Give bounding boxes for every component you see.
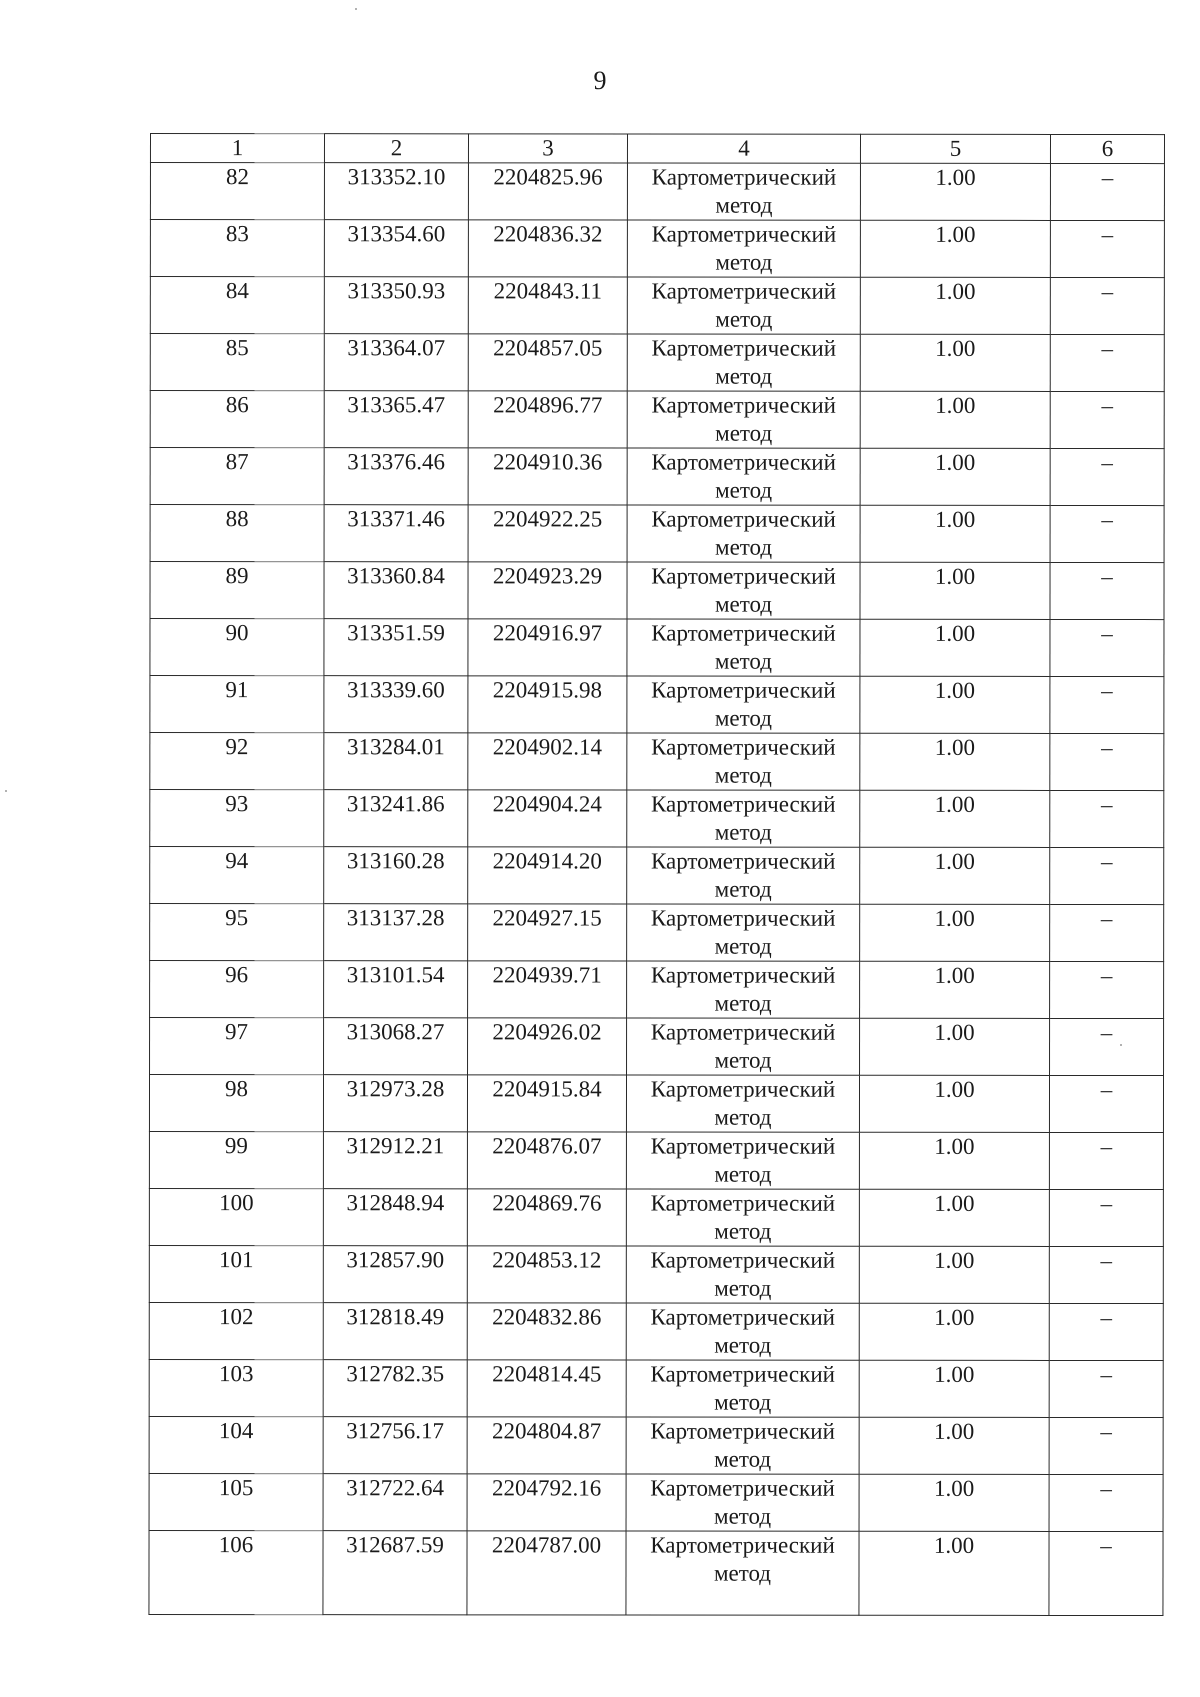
- method-text-line1: Картометрический: [650, 905, 836, 931]
- note-cell: –: [1050, 220, 1164, 277]
- note-cell: –: [1050, 961, 1164, 1018]
- note-cell: –: [1049, 1474, 1163, 1531]
- table-row: [150, 961, 1164, 1019]
- method-cell: [627, 790, 860, 847]
- x-coordinate-cell: 313354.60: [324, 220, 468, 277]
- method-text-line1: Картометрический: [650, 1304, 836, 1330]
- x-coordinate-cell: 313350.93: [324, 277, 468, 334]
- method-cell: [627, 733, 860, 790]
- point-number-cell: 92: [150, 733, 324, 790]
- table-row: [149, 1416, 1163, 1474]
- x-coordinate-cell: 313371.46: [324, 505, 468, 562]
- point-number-cell: 100: [149, 1189, 323, 1246]
- point-number-cell: 98: [149, 1075, 323, 1132]
- method-cell: [627, 562, 860, 619]
- method-text-line1: Картометрический: [650, 1076, 836, 1102]
- point-number-cell: 97: [150, 1018, 324, 1075]
- method-cell: [626, 1531, 859, 1615]
- table-row: [150, 676, 1164, 734]
- method-cell: [626, 1189, 859, 1246]
- note-cell: –: [1049, 1132, 1163, 1189]
- x-coordinate-cell: 313352.10: [324, 163, 468, 220]
- accuracy-cell: 1.00: [860, 562, 1050, 619]
- accuracy-cell: 1.00: [859, 1303, 1049, 1360]
- table-row: [150, 619, 1164, 677]
- y-coordinate-cell: 2204902.14: [468, 733, 627, 790]
- method-text-line1: Картометрический: [650, 962, 836, 988]
- x-coordinate-cell: 313137.28: [324, 904, 468, 961]
- accuracy-cell: 1.00: [859, 1417, 1049, 1474]
- accuracy-cell: 1.00: [860, 847, 1050, 904]
- accuracy-cell: 1.00: [860, 961, 1050, 1018]
- column-header: 6: [1050, 134, 1164, 163]
- point-number-cell: 85: [150, 334, 324, 391]
- method-text-line2: метод: [713, 1560, 772, 1586]
- y-coordinate-cell: 2204904.24: [468, 790, 627, 847]
- method-text-line2: метод: [714, 591, 773, 617]
- method-cell: [627, 961, 860, 1018]
- x-coordinate-cell: 312973.28: [323, 1075, 467, 1132]
- accuracy-cell: 1.00: [860, 334, 1050, 391]
- point-number-cell: 88: [150, 505, 324, 562]
- method-text-line1: Картометрический: [651, 791, 836, 817]
- method-text-line2: метод: [714, 819, 772, 845]
- method-text-line2: метод: [715, 306, 773, 332]
- method-cell: [626, 1132, 859, 1189]
- note-cell: –: [1050, 1018, 1164, 1075]
- method-text-line1: Картометрический: [650, 1418, 835, 1444]
- method-text-line2: метод: [714, 762, 772, 788]
- method-text-line2: метод: [714, 1047, 772, 1073]
- x-coordinate-cell: 312687.59: [323, 1531, 467, 1615]
- method-cell: [627, 847, 860, 904]
- method-cell: [627, 619, 860, 676]
- table-row: [149, 1473, 1163, 1531]
- table-row: [150, 505, 1164, 563]
- note-cell: –: [1050, 733, 1164, 790]
- method-cell: [626, 1075, 859, 1132]
- method-text-line1: Картометрический: [650, 1133, 836, 1159]
- accuracy-cell: 1.00: [859, 1531, 1049, 1615]
- x-coordinate-cell: 313068.27: [324, 1018, 468, 1075]
- accuracy-cell: 1.00: [860, 790, 1050, 847]
- method-text-line1: Картометрический: [650, 848, 836, 874]
- note-cell: –: [1050, 790, 1164, 847]
- accuracy-cell: 1.00: [859, 1474, 1049, 1531]
- y-coordinate-cell: 2204927.15: [468, 904, 627, 961]
- table-row: [150, 334, 1164, 392]
- x-coordinate-cell: 313284.01: [324, 733, 468, 790]
- point-number-cell: 87: [150, 448, 324, 505]
- method-text-line1: Картометрический: [651, 164, 837, 190]
- note-cell: –: [1050, 391, 1164, 448]
- accuracy-cell: 1.00: [860, 277, 1050, 334]
- method-text-line2: метод: [714, 933, 772, 959]
- method-text-line2: метод: [715, 192, 773, 218]
- column-header: 5: [860, 134, 1050, 163]
- table-row: [150, 277, 1164, 335]
- method-text-line1: Картометрический: [650, 1532, 835, 1558]
- method-text-line2: метод: [714, 1104, 772, 1130]
- method-text-line1: Картометрический: [651, 392, 836, 418]
- point-number-cell: 95: [150, 904, 324, 961]
- y-coordinate-cell: 2204915.98: [468, 676, 627, 733]
- point-number-cell: 83: [150, 220, 324, 277]
- method-cell: [627, 505, 860, 562]
- scan-speck: [355, 8, 357, 10]
- table-row: [149, 1530, 1163, 1615]
- table-row: [150, 1018, 1164, 1076]
- x-coordinate-cell: 313360.84: [324, 562, 468, 619]
- y-coordinate-cell: 2204869.76: [467, 1189, 626, 1246]
- column-header: 4: [627, 134, 860, 163]
- note-cell: –: [1049, 1246, 1163, 1303]
- accuracy-cell: 1.00: [859, 1189, 1049, 1246]
- method-text-line2: метод: [714, 876, 772, 902]
- method-text-line1: Картометрический: [651, 620, 836, 646]
- method-cell: [627, 391, 860, 448]
- accuracy-cell: 1.00: [860, 220, 1050, 277]
- method-cell: [626, 1246, 859, 1303]
- scan-speck: [5, 790, 7, 792]
- x-coordinate-cell: 312782.35: [323, 1360, 467, 1417]
- y-coordinate-cell: 2204836.32: [468, 220, 627, 277]
- column-header: 2: [324, 134, 468, 163]
- x-coordinate-cell: 313160.28: [324, 847, 468, 904]
- method-text-line1: Картометрический: [651, 677, 836, 703]
- table-row: [150, 220, 1164, 278]
- x-coordinate-cell: 312818.49: [323, 1303, 467, 1360]
- x-coordinate-cell: 312756.17: [323, 1417, 467, 1474]
- note-cell: –: [1050, 619, 1164, 676]
- method-cell: [627, 277, 860, 334]
- method-text-line1: Картометрический: [651, 449, 836, 475]
- table-row: [150, 163, 1164, 221]
- table-row: [150, 847, 1164, 905]
- y-coordinate-cell: 2204896.77: [468, 391, 627, 448]
- x-coordinate-cell: 313101.54: [324, 961, 468, 1018]
- point-number-cell: 103: [149, 1359, 323, 1416]
- table-row: [149, 1189, 1163, 1247]
- accuracy-cell: 1.00: [860, 619, 1050, 676]
- point-number-cell: 106: [149, 1530, 323, 1614]
- y-coordinate-cell: 2204876.07: [467, 1132, 626, 1189]
- method-text-line1: Картометрический: [651, 563, 836, 589]
- method-cell: [627, 220, 860, 277]
- accuracy-cell: 1.00: [860, 505, 1050, 562]
- note-cell: –: [1050, 163, 1164, 220]
- method-text-line2: метод: [714, 1161, 772, 1187]
- y-coordinate-cell: 2204923.29: [468, 562, 627, 619]
- method-cell: [626, 1303, 859, 1360]
- note-cell: –: [1049, 1075, 1163, 1132]
- x-coordinate-cell: 313365.47: [324, 391, 468, 448]
- table-row: [150, 904, 1164, 962]
- y-coordinate-cell: 2204910.36: [468, 448, 627, 505]
- method-text-line1: Картометрический: [651, 221, 837, 247]
- y-coordinate-cell: 2204814.45: [467, 1360, 626, 1417]
- y-coordinate-cell: 2204787.00: [467, 1531, 626, 1615]
- note-cell: –: [1050, 562, 1164, 619]
- accuracy-cell: 1.00: [860, 733, 1050, 790]
- note-cell: –: [1049, 1531, 1163, 1615]
- y-coordinate-cell: 2204857.05: [468, 334, 627, 391]
- x-coordinate-cell: 313351.59: [324, 619, 468, 676]
- point-number-cell: 91: [150, 676, 324, 733]
- note-cell: –: [1050, 277, 1164, 334]
- note-cell: –: [1049, 1189, 1163, 1246]
- point-number-cell: 94: [150, 847, 324, 904]
- note-cell: –: [1050, 505, 1164, 562]
- method-text-line2: метод: [715, 534, 773, 560]
- method-text-line1: Картометрический: [651, 734, 836, 760]
- table-row: [150, 790, 1164, 848]
- table-row: [149, 1302, 1163, 1360]
- method-text-line2: метод: [714, 1503, 772, 1529]
- table-row: [150, 391, 1164, 449]
- page-number: 9: [593, 66, 607, 95]
- accuracy-cell: 1.00: [860, 163, 1050, 220]
- table-row: [149, 1245, 1163, 1303]
- method-text-line1: Картометрический: [650, 1361, 835, 1387]
- method-text-line2: метод: [715, 363, 773, 389]
- y-coordinate-cell: 2204804.87: [467, 1417, 626, 1474]
- accuracy-cell: 1.00: [860, 1018, 1050, 1075]
- method-text-line1: Картометрический: [650, 1475, 835, 1501]
- method-text-line2: метод: [714, 1275, 772, 1301]
- method-text-line2: метод: [714, 1446, 772, 1472]
- y-coordinate-cell: 2204853.12: [467, 1246, 626, 1303]
- accuracy-cell: 1.00: [859, 1246, 1049, 1303]
- method-cell: [626, 1360, 859, 1417]
- method-text-line1: Картометрический: [651, 335, 837, 361]
- point-number-cell: 104: [149, 1416, 323, 1473]
- y-coordinate-cell: 2204926.02: [468, 1018, 627, 1075]
- y-coordinate-cell: 2204922.25: [468, 505, 627, 562]
- point-number-cell: 82: [150, 163, 324, 220]
- point-number-cell: 84: [150, 277, 324, 334]
- method-text-line2: метод: [714, 1332, 772, 1358]
- x-coordinate-cell: 313376.46: [324, 448, 468, 505]
- note-cell: –: [1050, 334, 1164, 391]
- note-cell: –: [1049, 1360, 1163, 1417]
- column-header: 1: [150, 134, 324, 163]
- method-text-line2: метод: [714, 1389, 772, 1415]
- method-cell: [627, 904, 860, 961]
- method-text-line2: метод: [715, 477, 773, 503]
- method-text-line2: метод: [715, 420, 773, 446]
- note-cell: –: [1050, 448, 1164, 505]
- x-coordinate-cell: 312912.21: [323, 1132, 467, 1189]
- method-text-line1: Картометрический: [650, 1019, 836, 1045]
- point-number-cell: 96: [150, 961, 324, 1018]
- x-coordinate-cell: 312848.94: [323, 1189, 467, 1246]
- method-text-line1: Картометрический: [651, 506, 836, 532]
- method-text-line2: метод: [715, 249, 773, 275]
- accuracy-cell: 1.00: [859, 1360, 1049, 1417]
- method-cell: [626, 1417, 859, 1474]
- point-number-cell: 99: [149, 1132, 323, 1189]
- y-coordinate-cell: 2204832.86: [467, 1303, 626, 1360]
- method-text-line1: Картометрический: [650, 1190, 836, 1216]
- point-number-cell: 93: [150, 790, 324, 847]
- point-number-cell: 89: [150, 562, 324, 619]
- x-coordinate-cell: 313339.60: [324, 676, 468, 733]
- accuracy-cell: 1.00: [860, 391, 1050, 448]
- table-body: [149, 163, 1165, 1616]
- method-cell: [627, 163, 860, 220]
- table-row: [149, 1132, 1163, 1190]
- note-cell: –: [1050, 676, 1164, 733]
- accuracy-cell: 1.00: [860, 904, 1050, 961]
- accuracy-cell: 1.00: [859, 1075, 1049, 1132]
- note-cell: –: [1049, 1417, 1163, 1474]
- table-row: [149, 1359, 1163, 1417]
- point-number-cell: 86: [150, 391, 324, 448]
- table-row: [150, 733, 1164, 791]
- method-cell: [627, 334, 860, 391]
- method-cell: [626, 1474, 859, 1531]
- y-coordinate-cell: 2204939.71: [468, 961, 627, 1018]
- table-row: [150, 448, 1164, 506]
- note-cell: –: [1049, 1303, 1163, 1360]
- method-text-line2: метод: [714, 990, 772, 1016]
- method-cell: [627, 676, 860, 733]
- point-number-cell: 102: [149, 1302, 323, 1359]
- point-number-cell: 105: [149, 1473, 323, 1530]
- accuracy-cell: 1.00: [860, 448, 1050, 505]
- y-coordinate-cell: 2204916.97: [468, 619, 627, 676]
- point-number-cell: 101: [149, 1245, 323, 1302]
- header-row: [150, 134, 1164, 164]
- y-coordinate-cell: 2204792.16: [467, 1474, 626, 1531]
- note-cell: –: [1050, 904, 1164, 961]
- y-coordinate-cell: 2204825.96: [468, 163, 627, 220]
- accuracy-cell: 1.00: [859, 1132, 1049, 1189]
- note-cell: –: [1050, 847, 1164, 904]
- y-coordinate-cell: 2204843.11: [468, 277, 627, 334]
- point-number-cell: 90: [150, 619, 324, 676]
- y-coordinate-cell: 2204915.84: [467, 1075, 626, 1132]
- x-coordinate-cell: 313241.86: [324, 790, 468, 847]
- x-coordinate-cell: 312722.64: [323, 1474, 467, 1531]
- method-cell: [627, 1018, 860, 1075]
- method-text-line1: Картометрический: [651, 278, 837, 304]
- method-cell: [627, 448, 860, 505]
- coordinates-table: [148, 133, 1165, 1616]
- y-coordinate-cell: 2204914.20: [468, 847, 627, 904]
- method-text-line2: метод: [714, 648, 772, 674]
- x-coordinate-cell: 312857.90: [323, 1246, 467, 1303]
- method-text-line2: метод: [714, 1218, 772, 1244]
- method-text-line1: Картометрический: [650, 1247, 836, 1273]
- table-row: [149, 1075, 1163, 1133]
- table-row: [150, 562, 1164, 620]
- x-coordinate-cell: 313364.07: [324, 334, 468, 391]
- accuracy-cell: 1.00: [860, 676, 1050, 733]
- column-header: 3: [468, 134, 627, 163]
- method-text-line2: метод: [714, 705, 772, 731]
